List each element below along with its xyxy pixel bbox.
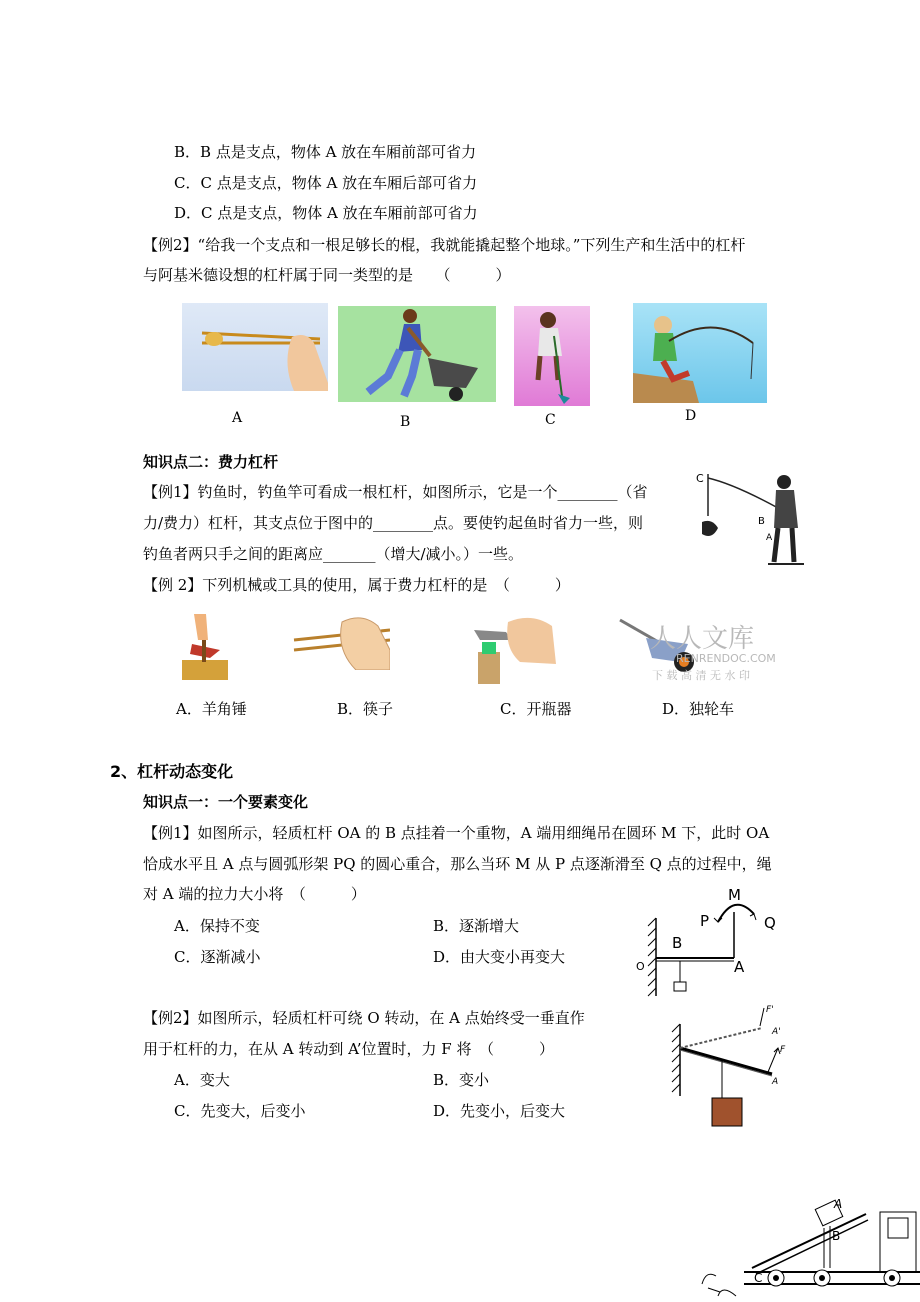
rotating-lever-figure bbox=[668, 1000, 798, 1132]
fig1-label-a: A bbox=[734, 958, 745, 976]
fig1-label-p: P bbox=[700, 912, 710, 930]
bottle-opener-image bbox=[458, 604, 556, 684]
section2-ex2-option-b: B．变小 bbox=[433, 1071, 490, 1089]
section2-example1-line1: 【例1】如图所示，轻质杠杆 OA 的 B 点挂着一个重物，A 端用细绳吊在圆环 M 下，此时 OA bbox=[143, 824, 770, 842]
fig1-label-m: M bbox=[728, 886, 741, 904]
picture-label-c: C bbox=[545, 412, 556, 428]
watermark-brand: 人人文库 bbox=[650, 624, 755, 654]
fig1-label-o: O bbox=[636, 960, 645, 973]
chopsticks-image bbox=[182, 303, 328, 391]
section2-ex2-option-c: C．先变大，后变小 bbox=[174, 1102, 306, 1120]
truck-label-c: C bbox=[754, 1271, 763, 1285]
truck-label-a: A bbox=[834, 1197, 843, 1211]
picture-label-b: B bbox=[400, 414, 411, 430]
dump-truck-figure bbox=[696, 1184, 920, 1302]
fig-label-b: B bbox=[758, 516, 765, 527]
section-heading-dynamic-lever: 2、杠杆动态变化 bbox=[110, 762, 234, 781]
sweeping-girl-image bbox=[514, 306, 590, 406]
claw-hammer-image bbox=[180, 610, 230, 680]
section2-ex1-option-d: D．由大变小再变大 bbox=[433, 948, 566, 966]
section-title-effort-lever: 知识点二：费力杠杆 bbox=[143, 453, 279, 471]
section2-ex2-option-d: D．先变小，后变大 bbox=[433, 1102, 566, 1120]
section2-example2-line1: 【例2】如图所示，轻质杠杆可绕 O 转动，在 A 点始终受一垂直作 bbox=[143, 1009, 585, 1027]
section2-ex1-option-c: C．逐渐减小 bbox=[174, 948, 261, 966]
fig-label-a: A bbox=[766, 533, 773, 543]
section2-ex2-option-a: A．变大 bbox=[174, 1071, 230, 1089]
picture-label-a: A bbox=[232, 410, 243, 426]
watermark-slogan: 下 载 高 清 无 水 印 bbox=[652, 669, 750, 682]
option-d: D．C 点是支点，物体 A 放在车厢前部可省力 bbox=[174, 204, 478, 222]
fig2-label-a: A bbox=[772, 1077, 779, 1087]
arc-lever-figure bbox=[630, 878, 780, 998]
fig-label-c: C bbox=[696, 472, 704, 485]
section2-example2-line2: 用于杠杆的力，在从 A 转动到 A’位置时，力 F 将 （ ） bbox=[143, 1040, 554, 1058]
fig1-label-q: Q bbox=[764, 914, 776, 932]
section2-example1-line2: 恰成水平且 A 点与圆弧形架 PQ 的圆心重合，那么当环 M 从 P 点逐渐滑至 Q 点的过程中，绳 bbox=[143, 855, 772, 873]
kp2-option-c: C．开瓶器 bbox=[500, 700, 572, 718]
section2-ex1-option-a: A．保持不变 bbox=[174, 917, 260, 935]
option-b: B．B 点是支点，物体 A 放在车厢前部可省力 bbox=[174, 143, 477, 161]
example2-line2: 与阿基米德设想的杠杆属于同一类型的是 （ ） bbox=[143, 266, 511, 284]
kp2-example2: 【例 2】下列机械或工具的使用，属于费力杠杆的是 （ ） bbox=[143, 576, 570, 594]
kp2-option-a: A．羊角锤 bbox=[176, 700, 247, 718]
example2-line1: 【例2】“给我一个支点和一根足够长的棍，我就能撬起整个地球。”下列生产和生活中的杠杆 bbox=[143, 236, 746, 254]
section2-ex1-option-b: B．逐渐增大 bbox=[433, 917, 520, 935]
chopsticks-hand-image bbox=[292, 610, 390, 670]
kp2-option-d: D．独轮车 bbox=[662, 700, 735, 718]
section2-example1-line3: 对 A 端的拉力大小将 （ ） bbox=[143, 885, 366, 903]
fig2-label-f: F bbox=[780, 1045, 786, 1055]
kp2-example1-line1: 【例1】钓鱼时，钓鱼竿可看成一根杠杆，如图所示，它是一个________（省 bbox=[143, 483, 648, 501]
fishing-boy-image bbox=[633, 303, 767, 403]
picture-label-d: D bbox=[685, 408, 697, 424]
fig2-label-f-prime: F' bbox=[766, 1005, 774, 1015]
wheelbarrow-image bbox=[338, 306, 496, 402]
watermark-site: RENRENDOC.COM bbox=[676, 652, 776, 665]
kp2-option-b: B．筷子 bbox=[337, 700, 394, 718]
fishing-rod-figure bbox=[694, 466, 812, 570]
option-c: C．C 点是支点，物体 A 放在车厢后部可省力 bbox=[174, 174, 478, 192]
section2-knowledge-point-1: 知识点一：一个要素变化 bbox=[143, 793, 309, 811]
fig1-label-b: B bbox=[672, 934, 683, 952]
fig2-label-a-prime: A' bbox=[772, 1027, 781, 1037]
kp2-example1-line2: 力/费力）杠杆，其支点位于图中的________点。要使钓起鱼时省力一些，则 bbox=[143, 514, 644, 532]
kp2-example1-line3: 钓鱼者两只手之间的距离应_______（增大/减小。）一些。 bbox=[143, 545, 524, 563]
truck-label-b: B bbox=[832, 1229, 841, 1243]
